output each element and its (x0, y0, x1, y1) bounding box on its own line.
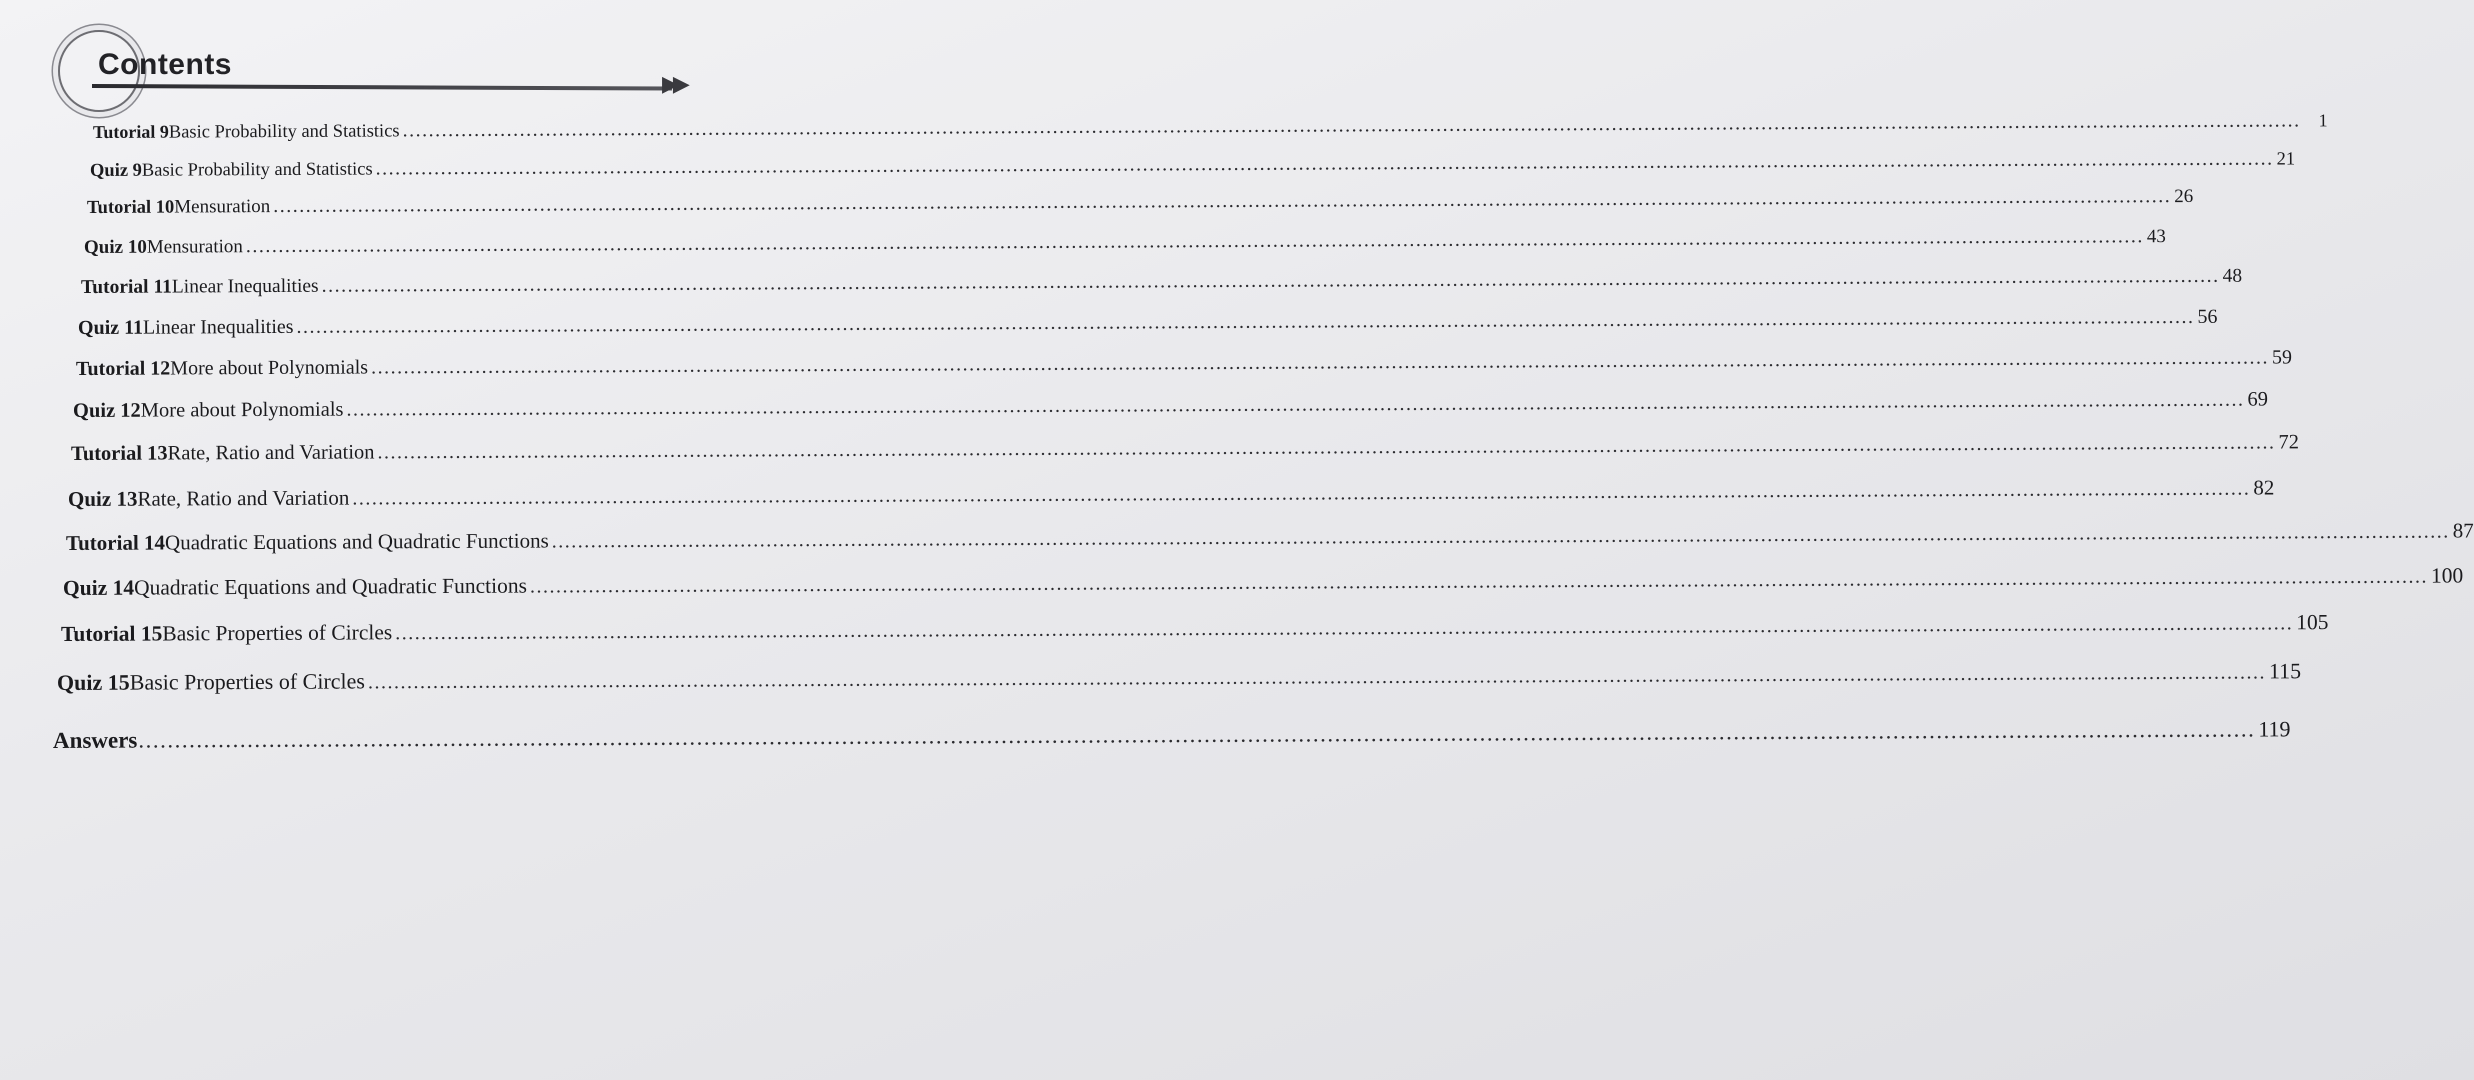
dot-leader: .................................................................................................................................................................................................................................................................................................... (321, 264, 2220, 297)
toc-entry-quiz-12[interactable] (72, 388, 2269, 423)
toc-entry-page: 48 (2222, 265, 2243, 287)
toc-entry-title: Basic Probability and Statistics (168, 121, 400, 143)
toc-entry-quiz-13[interactable] (67, 475, 2275, 512)
toc-entry-label: Quiz 12 (72, 399, 141, 422)
toc-entry-tutorial-12[interactable] (75, 346, 2293, 381)
toc-entry-quiz-14[interactable] (62, 563, 2464, 601)
toc-entry-page: 56 (2197, 305, 2218, 328)
toc-entry-page: 69 (2247, 388, 2269, 411)
dot-leader: .................................................................................................................................................................................................................................................................................................... (346, 388, 2245, 421)
toc-entry-label: Quiz 10 (83, 236, 147, 258)
toc-entry-page: 1 (2318, 110, 2328, 131)
toc-entry-page: 82 (2253, 475, 2275, 500)
toc-entry-page: 59 (2271, 346, 2293, 369)
toc-entry-quiz-10[interactable] (83, 225, 2166, 259)
toc-entry-title: More about Polynomials (170, 356, 369, 380)
dot-leader: .................................................................................................................................................................................................................................................................................................... (395, 612, 2294, 645)
dot-leader: .................................................................................................................................................................................................................................................................................................... (138, 716, 2256, 753)
toc-entry-title: Rate, Ratio and Variation (167, 441, 375, 465)
dot-leader: .................................................................................................................................................................................................................................................................................................... (273, 185, 2172, 218)
toc-entry-tutorial-9[interactable] (92, 109, 2328, 144)
toc-entry-title: More about Polynomials (140, 398, 344, 422)
toc-entry-label: Tutorial 9 (92, 121, 169, 142)
toc-entry-title: Basic Properties of Circles (129, 668, 366, 695)
toc-entry-label: Tutorial 11 (80, 276, 172, 298)
dot-leader: .................................................................................................................................................................................................................................................................................................... (245, 225, 2144, 258)
toc-entry-page: 105 (2296, 610, 2329, 635)
toc-entry-label: Quiz 9 (89, 160, 142, 181)
toc-entry-title: Quadratic Equations and Quadratic Functions (134, 573, 528, 600)
double-arrow-icon: ▶▶ (662, 72, 684, 97)
dot-leader: .................................................................................................................................................................................................................................................................................................... (352, 477, 2251, 510)
toc-entry-quiz-9[interactable] (89, 147, 2296, 182)
toc-entry-label: Quiz 13 (67, 486, 138, 511)
toc-entry-title: Linear Inequalities (171, 275, 319, 298)
toc-entry-answers[interactable] (52, 716, 2291, 754)
toc-entry-title: Mensuration (146, 236, 243, 258)
toc-entry-page: 115 (2268, 658, 2302, 684)
dot-leader: .................................................................................................................................................................................................................................................................................................... (367, 661, 2267, 694)
dot-leader: .................................................................................................................................................................................................................................................................................................... (529, 565, 2428, 598)
toc-entry-title: Mensuration (174, 196, 271, 218)
dot-leader: .................................................................................................................................................................................................................................................................................................... (377, 431, 2276, 464)
dot-leader: .................................................................................................................................................................................................................................................................................................... (551, 520, 2450, 553)
toc-entry-tutorial-14[interactable] (65, 518, 2474, 556)
dot-leader: .................................................................................................................................................................................................................................................................................................... (375, 147, 2274, 180)
toc-entry-quiz-15[interactable] (56, 658, 2302, 696)
dot-leader: .................................................................................................................................................................................................................................................................................................... (296, 305, 2195, 338)
toc-entry-label: Tutorial 12 (75, 357, 171, 380)
toc-entry-label: Tutorial 15 (60, 621, 163, 646)
toc-entry-label: Quiz 11 (77, 316, 144, 339)
toc-entry-label: Answers (52, 727, 138, 753)
toc-entry-title: Basic Properties of Circles (162, 620, 393, 646)
toc-entry-title: Rate, Ratio and Variation (137, 485, 350, 511)
toc-entry-label: Tutorial 13 (70, 442, 168, 465)
dot-leader: .................................................................................................................................................................................................................................................................................................... (370, 346, 2270, 379)
toc-entry-tutorial-11[interactable] (80, 264, 2243, 299)
toc-entry-label: Quiz 15 (56, 669, 130, 695)
toc-entry-label: Tutorial 10 (86, 197, 175, 218)
toc-entry-tutorial-13[interactable] (70, 431, 2300, 466)
toc-entry-tutorial-15[interactable] (60, 610, 2329, 647)
toc-entry-label: Quiz 14 (62, 575, 135, 600)
toc-entry-title: Quadratic Equations and Quadratic Functions (164, 528, 549, 555)
toc-entry-label: Tutorial 14 (65, 530, 166, 555)
toc-entry-page: 119 (2258, 716, 2291, 742)
toc-entry-page: 87 (2452, 518, 2474, 543)
toc-entry-page: 26 (2174, 185, 2194, 208)
toc-entry-quiz-11[interactable] (77, 305, 2218, 340)
page-title: Contents (98, 48, 232, 81)
toc-entry-page: 100 (2430, 563, 2464, 588)
toc-entry-title: Basic Probability and Statistics (141, 159, 373, 181)
toc-entry-page: 43 (2146, 226, 2166, 248)
toc-entry-title: Linear Inequalities (142, 315, 294, 339)
dot-leader: .................................................................................................................................................................................................................................................................................................... (402, 109, 2301, 142)
toc-entry-page: 72 (2278, 431, 2300, 454)
toc-entry-page: 21 (2276, 149, 2296, 170)
toc-entry-tutorial-10[interactable] (86, 185, 2194, 219)
